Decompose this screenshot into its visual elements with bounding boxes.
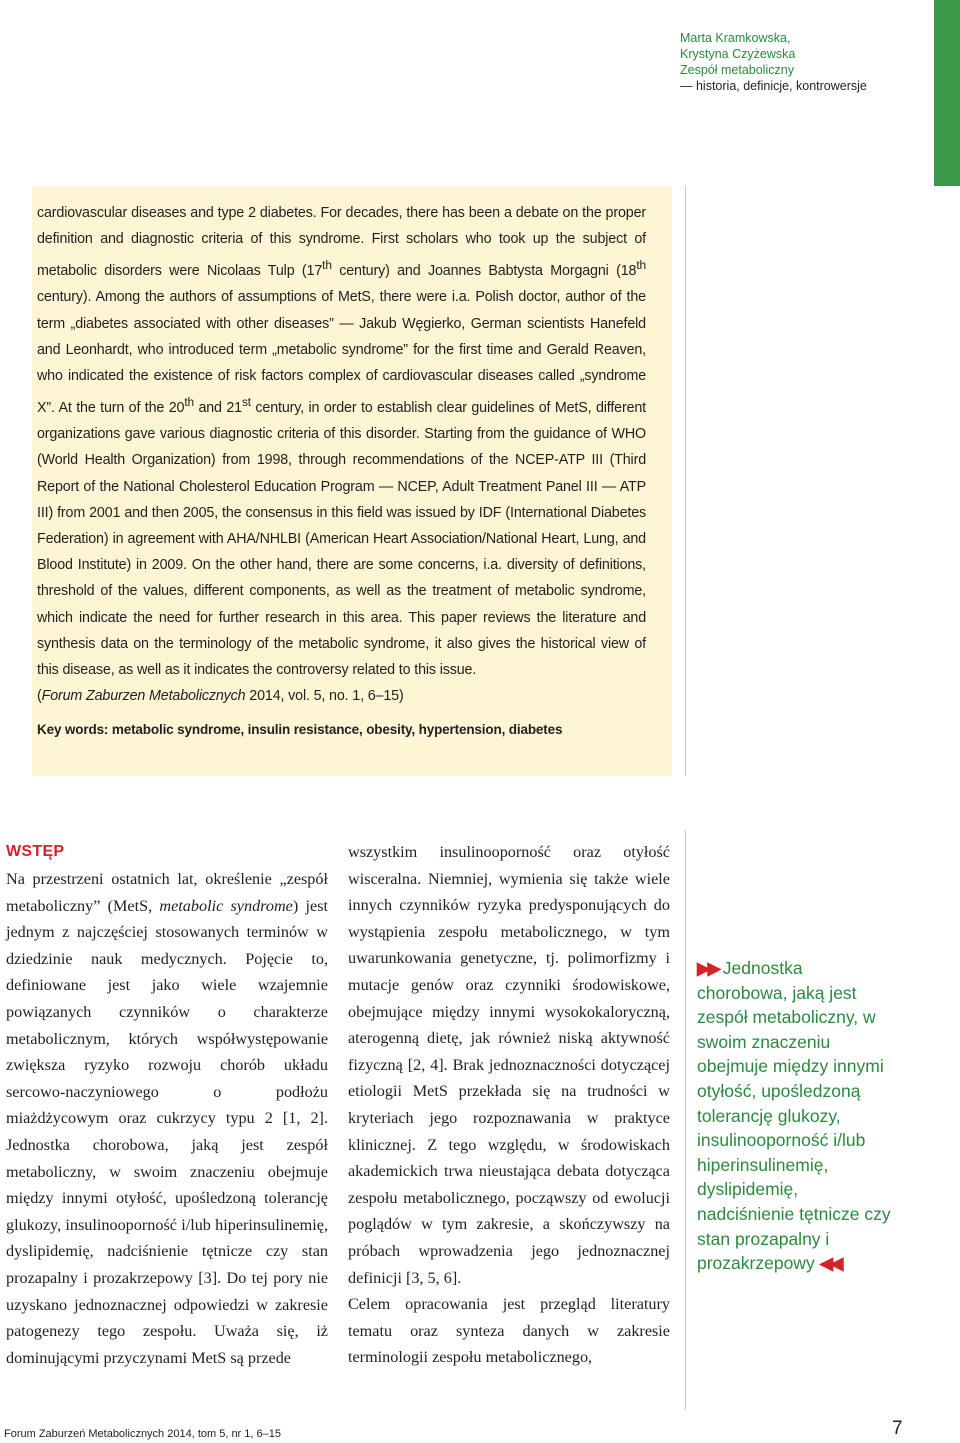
abstract-citation: (Forum Zaburzen Metabolicznych 2014, vol. 5, no. 1, 6–15): [37, 688, 404, 705]
abstract-keywords: Key words: metabolic syndrome, insulin resistance, obesity, hypertension, diabetes: [37, 722, 563, 738]
section-color-tab: [934, 0, 960, 186]
page-number: 7: [892, 1418, 903, 1439]
body-paragraph: wszystkim insulinooporność oraz otyłość wisceralna. Niemniej, wymienia się także wiele innych czynników ryzyka predysponujących do wystąpienia zespołu metabolicznego, w tym uwarunkowania genetyczne, tj. polimorfizmy i mutacje genów oraz czynniki środowiskowe, obejmujące między innymi wysokokaloryczną, aterogenną dietę, jak również niską aktywność fizyczną [2, 4]. Brak jednoznaczności dotyczącej etiologii MetS przekłada się na trudności w kryteriach jego rozpoznawania w praktyce klinicznej. Z tego względu, w środowiskach akademickich trwa nieustająca debata dotycząca zespołu metabolicznego, począwszy od ewolucji poglądów w tym zakresie, a skończywszy na próbach wprowadzenia jego jednoznacznej definicji [3, 5, 6].: [348, 843, 670, 1287]
body-paragraph: Na przestrzeni ostatnich lat, określenie „zespół metaboliczny” (MetS, metabolic syndrome) jest jednym z najczęściej stosowanych terminów w dziedzinie nauk medycznych. Pojęcie to, definiowane jest jako wiele wzajemnie powiązanych czynników o charakterze metabolicznym, których współwystępowanie zwiększa ryzyko rozwoju chorób układu sercowo-naczyniowego o podłożu miażdżycowym oraz cukrzycy typu 2 [1, 2]. Jednostka chorobowa, jaką jest zespół metaboliczny, w swoim znaczeniu obejmuje między innymi otyłość, upośledzoną tolerancję glukozy, insulinooporność i/lub hiperinsulinemię, dyslipidemię, nadciśnienie tętnicze czy stan prozapalny i prozakrzepowy [3]. Do tej pory nie uzyskano jednoznacznej odpowiedzi w zakresie patogenezy tego zespołu. Uważa się, iż dominującymi przyczynami MetS są przede: [6, 870, 328, 1367]
abstract-text: cardiovascular diseases and type 2 diabetes. For decades, there has been a debate on the proper definition and diagnostic criteria of this syndrome. First scholars who took up the subject of metabolic disorders were Nicolaas Tulp (17th century) and Joannes Babtysta Morgagni (18th century). Among the authors of assumptions of MetS, there were i.a. Polish doctor, author of the term „diabetes associated with other diseases” — Jakub Węgierko, German scientists Hanefeld and Leonhardt, who introduced term „metabolic syndrome” for the first time and Gerald Reaven, who indicated the existence of risk factors complex of cardiovascular diseases called „syndrome X”. At the turn of the 20th and 21st century, in order to establish clear guidelines of MetS, different organizations gave various diagnostic criteria of this disorder. Starting from the guidance of WHO (World Health Organization) from 1998, through recommendations of the NCEP-ATP III (Third Report of the National Cholesterol Education Program — NCEP, Adult Treatment Panel III — ATP III) from 2001 and then 2005, the consensus in this field was issued by IDF (International Diabetes Federation) in agreement with AHA/NHLBI (American Heart Association/National Heart, Lung, and Blood Institute) in 2009. On the other hand, there are some concerns, i.a. diversity of definitions, threshold of the values, different components, as well as the treatment of metabolic syndrome, which indicate the need for further research in this area. This paper reviews the literature and synthesis data on the terminology of the metabolic syndrome, it also gives the historical view of this disease, as well as it indicates the controversy related to this issue.: [37, 205, 646, 678]
quote-open-arrows-icon: ▶▶: [697, 958, 718, 978]
header-author-2: Krystyna Czyżewska: [680, 47, 796, 61]
section-heading: WSTĘP: [6, 843, 65, 860]
column-divider-top: [685, 186, 686, 776]
body-column-2: [348, 839, 670, 1371]
header-author-1: Marta Kramkowska,: [680, 31, 791, 45]
quote-close-arrows-icon: ◀◀: [819, 1253, 841, 1274]
header-title: Zespół metaboliczny: [680, 63, 794, 77]
header-subtitle: — historia, definicje, kontrowersje: [680, 79, 867, 93]
column-divider-bottom: [685, 830, 686, 1410]
body-paragraph: Celem opracowania jest przegląd literatury tematu oraz synteza danych w zakresie terminologii zespołu metabolicznego,: [348, 1295, 670, 1367]
body-column-1: [6, 840, 328, 1371]
footer-journal: Forum Zaburzeń Metabolicznych 2014, tom 5, nr 1, 6–15: [4, 1428, 281, 1440]
pull-quote-text: Jednostka chorobowa, jaką jest zespół metaboliczny, w swoim znaczeniu obejmuje między innymi otyłość, upośledzoną tolerancję glukozy, insulinooporność i/lub hiperinsulinemię, dyslipidemię, nadciśnienie tętnicze czy stan prozapalny i prozakrzepowy: [697, 958, 891, 1274]
running-header: [680, 30, 910, 94]
abstract-box: [32, 186, 672, 776]
pull-quote: [697, 956, 897, 1276]
